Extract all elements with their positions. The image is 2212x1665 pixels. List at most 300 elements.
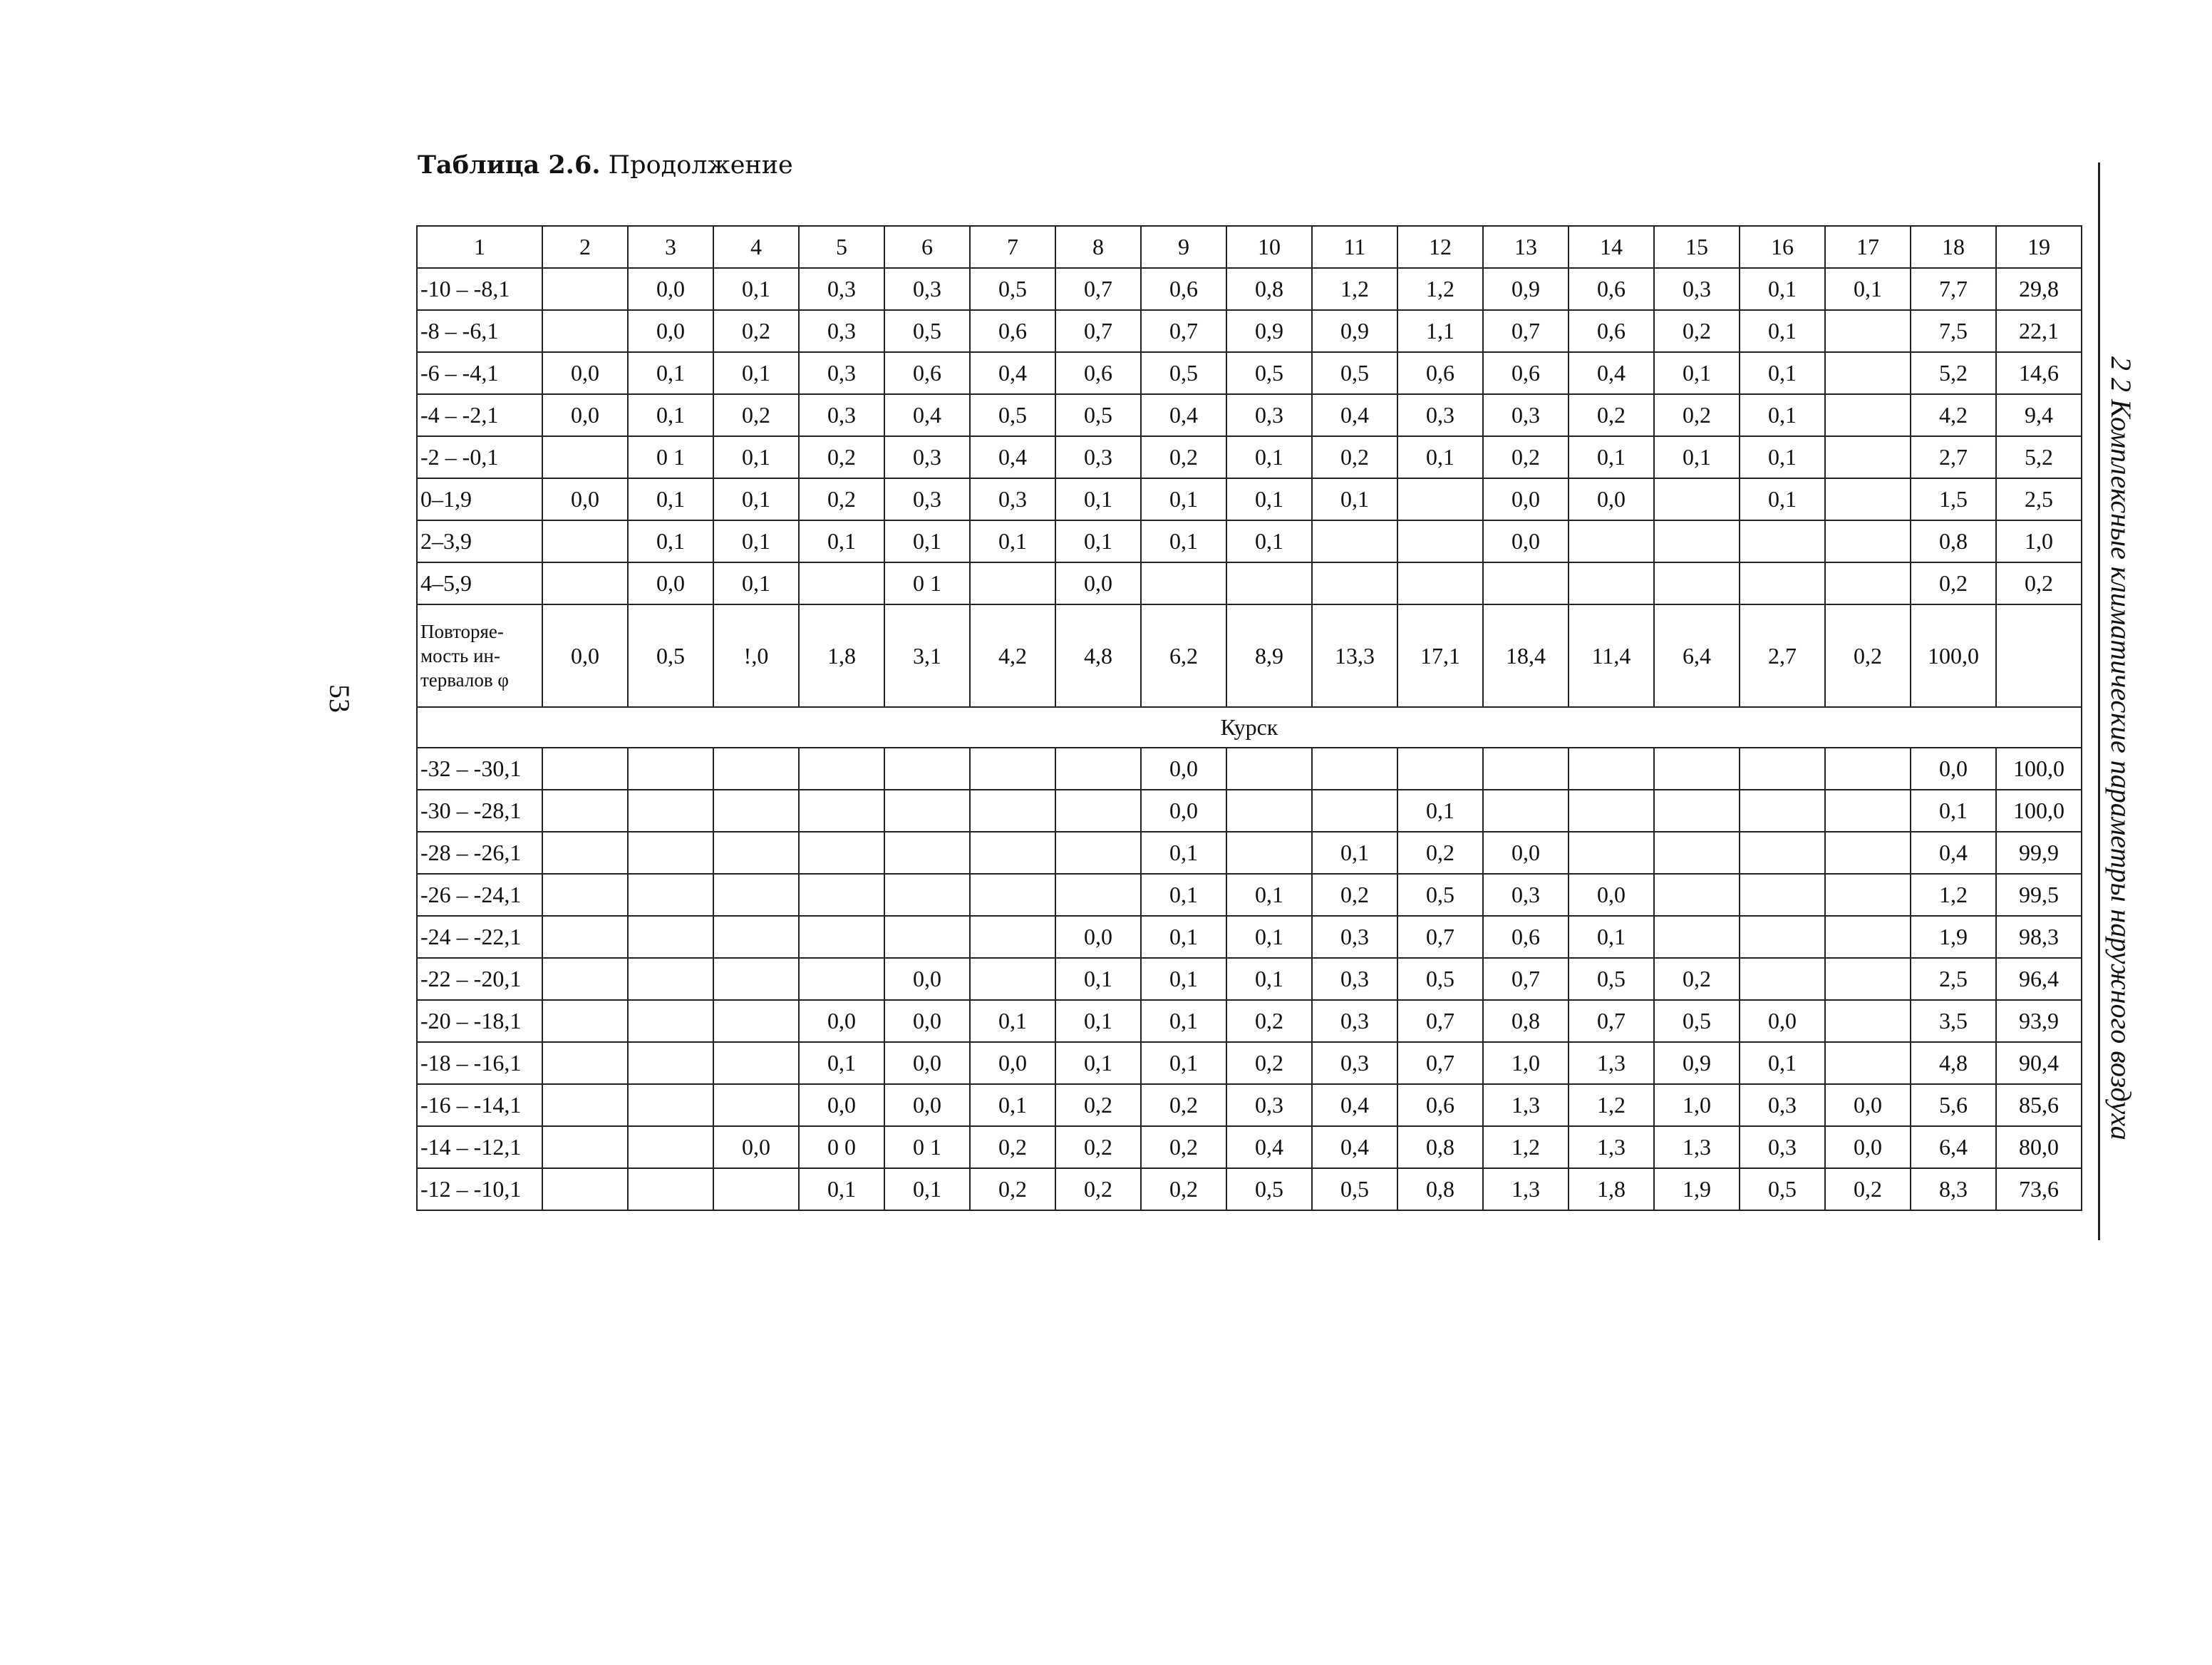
table-cell — [970, 958, 1055, 1000]
table-cell: 0,6 — [970, 310, 1055, 352]
table-cell: 1,8 — [799, 604, 884, 707]
table-cell — [1740, 520, 1825, 562]
table-cell: 0,1 — [884, 520, 970, 562]
table-cell: 0,0 — [799, 1000, 884, 1042]
table-cell: 96,4 — [1996, 958, 2082, 1000]
table-cell: 1,2 — [1568, 1084, 1654, 1126]
table-cell: 0,1 — [1055, 520, 1141, 562]
table-cell: 0,1 — [1055, 478, 1141, 520]
table-cell: 1,2 — [1312, 268, 1397, 310]
table-cell: 0,4 — [1568, 352, 1654, 394]
table-cell: 1,3 — [1568, 1126, 1654, 1168]
row-label-cell: -6 – -4,1 — [417, 352, 542, 394]
table-cell: 0,1 — [628, 478, 713, 520]
table-cell — [713, 1168, 799, 1210]
table-cell: 80,0 — [1996, 1126, 2082, 1168]
table-cell: 14 — [1568, 226, 1654, 268]
table-cell: 0,3 — [799, 352, 884, 394]
table-cell — [1996, 604, 2082, 707]
table-cell: 0,3 — [884, 478, 970, 520]
table-cell — [628, 1042, 713, 1084]
table-cell: 93,9 — [1996, 1000, 2082, 1042]
table-cell: 8,9 — [1226, 604, 1312, 707]
table-cell — [1397, 520, 1483, 562]
table-cell — [970, 562, 1055, 604]
caption-label: Таблица 2.6. — [418, 150, 601, 180]
table-cell — [542, 1042, 628, 1084]
table-cell: 0,1 — [884, 1168, 970, 1210]
table-cell: 73,6 — [1996, 1168, 2082, 1210]
table-cell — [884, 832, 970, 874]
table-cell: 0,1 — [1740, 268, 1825, 310]
table-cell: 0,1 — [713, 352, 799, 394]
table-cell — [1654, 790, 1740, 832]
table-cell: 99,9 — [1996, 832, 2082, 874]
table-cell: 0,2 — [713, 394, 799, 436]
table-cell: 0,1 — [713, 562, 799, 604]
row-label-cell: -24 – -22,1 — [417, 916, 542, 958]
table-cell — [542, 1000, 628, 1042]
table-cell: 0,1 — [1141, 1000, 1226, 1042]
page-number: 53 — [324, 684, 356, 713]
table-cell: 0,2 — [1825, 1168, 1911, 1210]
table-cell: 0,1 — [1226, 478, 1312, 520]
table-cell: 0,1 — [799, 1168, 884, 1210]
table-cell — [713, 874, 799, 916]
table-cell — [542, 562, 628, 604]
table-cell: 0,1 — [1055, 1000, 1141, 1042]
table-cell: 1,0 — [1996, 520, 2082, 562]
table-cell: 0,2 — [1055, 1084, 1141, 1126]
table-cell: 0,3 — [1740, 1084, 1825, 1126]
table-cell: 0,2 — [1654, 310, 1740, 352]
table-caption — [418, 150, 793, 180]
table-cell: 0,2 — [970, 1126, 1055, 1168]
table-cell: 0,2 — [1825, 604, 1911, 707]
table-cell — [542, 1168, 628, 1210]
table-cell: 0,7 — [1055, 310, 1141, 352]
row-label-cell: 2–3,9 — [417, 520, 542, 562]
table-cell: 0,1 — [1141, 958, 1226, 1000]
table-row — [417, 520, 2082, 562]
table-cell: 2,5 — [1996, 478, 2082, 520]
table-cell: 0,1 — [799, 1042, 884, 1084]
table-cell: 1,5 — [1911, 478, 1996, 520]
row-label-cell: -22 – -20,1 — [417, 958, 542, 1000]
table-cell: 0,0 — [1825, 1126, 1911, 1168]
table-cell: 8 — [1055, 226, 1141, 268]
table-cell — [1740, 832, 1825, 874]
table-cell: 0,1 — [1226, 520, 1312, 562]
table-cell: 1,2 — [1911, 874, 1996, 916]
table-row — [417, 748, 2082, 790]
table-cell — [1483, 790, 1568, 832]
table-cell — [542, 874, 628, 916]
table-row — [417, 832, 2082, 874]
table-cell: 0,1 — [1740, 478, 1825, 520]
table-row — [417, 1168, 2082, 1210]
table-cell: 0,5 — [1141, 352, 1226, 394]
table-cell — [1397, 478, 1483, 520]
table-cell: 1,9 — [1911, 916, 1996, 958]
table-cell: 0,8 — [1397, 1168, 1483, 1210]
table-cell — [542, 520, 628, 562]
table-cell — [1825, 790, 1911, 832]
table-cell: 90,4 — [1996, 1042, 2082, 1084]
row-label-cell: -20 – -18,1 — [417, 1000, 542, 1042]
table-cell: 0,7 — [1141, 310, 1226, 352]
table-cell: 0,2 — [1312, 436, 1397, 478]
table-cell — [1312, 790, 1397, 832]
table-cell — [542, 268, 628, 310]
table-cell: 0,8 — [1483, 1000, 1568, 1042]
table-cell: 4,2 — [1911, 394, 1996, 436]
table-cell: 11 — [1312, 226, 1397, 268]
table-cell — [1825, 958, 1911, 1000]
table-cell: 2,7 — [1740, 604, 1825, 707]
table-cell: 1,0 — [1654, 1084, 1740, 1126]
table-cell: 0,3 — [1312, 958, 1397, 1000]
table-cell: 0,0 — [1141, 748, 1226, 790]
table-cell: 0,0 — [884, 1042, 970, 1084]
table-cell: 0,0 — [713, 1126, 799, 1168]
table-cell — [884, 748, 970, 790]
table-cell: 0,1 — [1141, 520, 1226, 562]
table-cell: 0,3 — [1226, 1084, 1312, 1126]
table-row — [417, 478, 2082, 520]
table-row — [417, 268, 2082, 310]
table-cell: 22,1 — [1996, 310, 2082, 352]
row-label-cell: -28 – -26,1 — [417, 832, 542, 874]
table-cell — [713, 1084, 799, 1126]
table-cell: 7,7 — [1911, 268, 1996, 310]
row-label-cell: 1 — [417, 226, 542, 268]
row-label-cell: -2 – -0,1 — [417, 436, 542, 478]
table-cell: 0,6 — [1568, 268, 1654, 310]
table-cell: 1,3 — [1654, 1126, 1740, 1168]
table-cell: 0,5 — [1654, 1000, 1740, 1042]
table-cell: 0,1 — [1740, 310, 1825, 352]
table-cell: 0,0 — [884, 958, 970, 1000]
row-label-cell: -18 – -16,1 — [417, 1042, 542, 1084]
table-cell: 0,4 — [970, 352, 1055, 394]
table-cell — [713, 1000, 799, 1042]
table-cell: 4,8 — [1055, 604, 1141, 707]
table-cell — [1312, 748, 1397, 790]
table-cell: 8,3 — [1911, 1168, 1996, 1210]
table-cell: 0,1 — [1740, 436, 1825, 478]
table-cell: 0,5 — [1397, 958, 1483, 1000]
table-cell — [799, 748, 884, 790]
table-cell: 0,2 — [1141, 1126, 1226, 1168]
repeat-row — [417, 604, 2082, 707]
table-cell — [1654, 478, 1740, 520]
table-cell: 18,4 — [1483, 604, 1568, 707]
table-cell: 0,8 — [1226, 268, 1312, 310]
table-cell: 0,4 — [1312, 1084, 1397, 1126]
table-cell: 0,4 — [1911, 832, 1996, 874]
table-cell: 0,0 — [1911, 748, 1996, 790]
table-cell — [1654, 916, 1740, 958]
table-cell: 0,7 — [1483, 310, 1568, 352]
table-cell: 1,2 — [1397, 268, 1483, 310]
table-cell: 0,3 — [1397, 394, 1483, 436]
table-cell — [1825, 436, 1911, 478]
table-cell: 0,2 — [799, 436, 884, 478]
table-cell — [1825, 916, 1911, 958]
table-cell — [1654, 832, 1740, 874]
table-cell: 0,1 — [799, 520, 884, 562]
table-cell: 0,3 — [1483, 874, 1568, 916]
table-cell — [542, 790, 628, 832]
table-cell: 0,2 — [1226, 1000, 1312, 1042]
table-cell: 0,3 — [799, 268, 884, 310]
table-cell: 1,1 — [1397, 310, 1483, 352]
table-row — [417, 562, 2082, 604]
table-cell — [1825, 748, 1911, 790]
table-cell: 10 — [1226, 226, 1312, 268]
table-cell — [713, 790, 799, 832]
table-row — [417, 1042, 2082, 1084]
table-cell — [1825, 1000, 1911, 1042]
margin-rule — [2098, 163, 2100, 1240]
table-cell: 5,2 — [1996, 436, 2082, 478]
table-cell: 0,6 — [884, 352, 970, 394]
table-cell: 0,1 — [628, 520, 713, 562]
table-cell: 6,4 — [1911, 1126, 1996, 1168]
table-cell: 5 — [799, 226, 884, 268]
table-cell: 0,1 — [713, 478, 799, 520]
table-cell: 100,0 — [1911, 604, 1996, 707]
table-cell: 0,4 — [970, 436, 1055, 478]
table-cell: 0,1 — [628, 352, 713, 394]
table-row — [417, 958, 2082, 1000]
table-cell: 17,1 — [1397, 604, 1483, 707]
table-cell: 0,2 — [1397, 832, 1483, 874]
table-cell: 0,1 — [1226, 916, 1312, 958]
table-cell: 0,0 — [542, 352, 628, 394]
table-cell: 1,2 — [1483, 1126, 1568, 1168]
table-cell — [542, 1084, 628, 1126]
table-cell — [1226, 790, 1312, 832]
row-label-cell: -26 – -24,1 — [417, 874, 542, 916]
table-cell: 0,1 — [970, 520, 1055, 562]
table-cell: 100,0 — [1996, 748, 2082, 790]
table-cell: 0,1 — [1226, 436, 1312, 478]
table-cell: 0,0 — [542, 604, 628, 707]
table-cell: 2,7 — [1911, 436, 1996, 478]
table-cell: 0,1 — [1397, 436, 1483, 478]
table-cell: 0,3 — [1483, 394, 1568, 436]
row-label-cell: -10 – -8,1 — [417, 268, 542, 310]
table-cell — [1568, 790, 1654, 832]
table-cell: 0,5 — [1312, 1168, 1397, 1210]
table-cell: 0,8 — [1397, 1126, 1483, 1168]
table-cell — [1740, 916, 1825, 958]
table-cell: 0,1 — [1825, 268, 1911, 310]
table-cell — [1226, 748, 1312, 790]
row-label-cell: 0–1,9 — [417, 478, 542, 520]
table-cell: 0,1 — [1654, 436, 1740, 478]
table-cell: 0,1 — [1141, 916, 1226, 958]
table-cell — [542, 958, 628, 1000]
table-cell: 0,7 — [1397, 916, 1483, 958]
table-cell: 0,5 — [628, 604, 713, 707]
table-cell: 0,1 — [1141, 874, 1226, 916]
table-cell: 0,1 — [970, 1084, 1055, 1126]
table-cell: 16 — [1740, 226, 1825, 268]
table-cell: 0,3 — [799, 394, 884, 436]
table-cell: 0,4 — [1312, 394, 1397, 436]
table-cell: 0,9 — [1312, 310, 1397, 352]
table-cell: 0,1 — [713, 520, 799, 562]
table-cell — [1568, 562, 1654, 604]
table-cell — [799, 832, 884, 874]
table-cell: 3,1 — [884, 604, 970, 707]
row-label-cell: -16 – -14,1 — [417, 1084, 542, 1126]
table-cell: 85,6 — [1996, 1084, 2082, 1126]
table-cell — [799, 790, 884, 832]
table-cell — [970, 916, 1055, 958]
table-cell: 18 — [1911, 226, 1996, 268]
table-cell — [799, 916, 884, 958]
table-cell — [628, 1168, 713, 1210]
table-cell: 0,0 — [542, 394, 628, 436]
table-cell: 7 — [970, 226, 1055, 268]
table-cell — [628, 1084, 713, 1126]
table-cell: 0,0 — [1483, 520, 1568, 562]
table-cell — [1568, 520, 1654, 562]
table-cell — [1055, 790, 1141, 832]
table-cell: 0,2 — [713, 310, 799, 352]
table-cell: 0,4 — [1312, 1126, 1397, 1168]
table-cell: 13 — [1483, 226, 1568, 268]
table-cell — [1483, 562, 1568, 604]
table-cell — [884, 874, 970, 916]
table-cell: 0,0 — [970, 1042, 1055, 1084]
table-cell: 0,2 — [1483, 436, 1568, 478]
table-cell — [884, 916, 970, 958]
table-cell: 0,2 — [970, 1168, 1055, 1210]
table-row — [417, 1126, 2082, 1168]
table-cell — [713, 958, 799, 1000]
table-cell — [542, 748, 628, 790]
table-cell — [1825, 832, 1911, 874]
table-cell: 1,3 — [1483, 1168, 1568, 1210]
table-cell — [1312, 562, 1397, 604]
table-cell: 0,9 — [1654, 1042, 1740, 1084]
table-cell: 9,4 — [1996, 394, 2082, 436]
table-cell: 0,5 — [970, 268, 1055, 310]
table-cell: 1,8 — [1568, 1168, 1654, 1210]
table-cell — [628, 958, 713, 1000]
table-cell: 0,0 — [799, 1084, 884, 1126]
table-cell: 0,7 — [1483, 958, 1568, 1000]
table-cell — [713, 832, 799, 874]
row-label-cell: -30 – -28,1 — [417, 790, 542, 832]
table-cell — [1740, 748, 1825, 790]
table-cell: 0,7 — [1397, 1000, 1483, 1042]
table-cell: 0,2 — [1654, 394, 1740, 436]
table-cell — [1740, 790, 1825, 832]
table-cell: !,0 — [713, 604, 799, 707]
table-cell: 0,1 — [713, 268, 799, 310]
caption-continuation: Продолжение — [600, 151, 793, 180]
table-cell: 6 — [884, 226, 970, 268]
table-cell: 13,3 — [1312, 604, 1397, 707]
table-cell: 0,0 — [628, 310, 713, 352]
table-cell — [1654, 562, 1740, 604]
table-cell: 0,2 — [1568, 394, 1654, 436]
row-label-cell: -12 – -10,1 — [417, 1168, 542, 1210]
table-cell: 0,2 — [1312, 874, 1397, 916]
table-cell: 1,9 — [1654, 1168, 1740, 1210]
table-row — [417, 394, 2082, 436]
table-cell: 6,2 — [1141, 604, 1226, 707]
table-cell: 0,6 — [1397, 1084, 1483, 1126]
table-cell: 0,2 — [1141, 1168, 1226, 1210]
table-cell: 0,0 — [1483, 832, 1568, 874]
table-cell — [1568, 748, 1654, 790]
table-cell: 0,1 — [1654, 352, 1740, 394]
table-cell — [1568, 832, 1654, 874]
table-cell — [628, 916, 713, 958]
table-cell: 0,2 — [1055, 1168, 1141, 1210]
table-cell: 0,3 — [1226, 394, 1312, 436]
table-cell: 1,3 — [1483, 1084, 1568, 1126]
table-cell: 19 — [1996, 226, 2082, 268]
table-cell — [1825, 352, 1911, 394]
row-label-cell: 4–5,9 — [417, 562, 542, 604]
table-cell: 0,1 — [970, 1000, 1055, 1042]
table-cell: 0,0 — [1141, 790, 1226, 832]
table-cell: 0,3 — [1740, 1126, 1825, 1168]
row-label-cell: -14 – -12,1 — [417, 1126, 542, 1168]
table-cell: 0 1 — [884, 1126, 970, 1168]
table-cell: 2,5 — [1911, 958, 1996, 1000]
table-cell: 0,4 — [1226, 1126, 1312, 1168]
table-cell: 0,7 — [1397, 1042, 1483, 1084]
table-cell — [1740, 958, 1825, 1000]
table-cell: 0,1 — [1740, 394, 1825, 436]
table-cell: 0,1 — [1568, 436, 1654, 478]
table-cell: 15 — [1654, 226, 1740, 268]
table-cell — [542, 916, 628, 958]
table-cell: 0,3 — [1312, 916, 1397, 958]
table-cell: 0,6 — [1141, 268, 1226, 310]
table-cell: 0,1 — [1397, 790, 1483, 832]
table-cell: 0,3 — [1055, 436, 1141, 478]
row-label-cell: -32 – -30,1 — [417, 748, 542, 790]
table-cell: 0,6 — [1483, 352, 1568, 394]
table-cell: 0,3 — [884, 436, 970, 478]
table-cell: 0,6 — [1568, 310, 1654, 352]
table-cell: 0,1 — [1312, 832, 1397, 874]
table-cell: 5,2 — [1911, 352, 1996, 394]
table-cell — [1055, 832, 1141, 874]
table-cell: 0 1 — [628, 436, 713, 478]
table-cell: 0,5 — [1226, 352, 1312, 394]
table-cell — [628, 1126, 713, 1168]
table-cell: 0,5 — [1568, 958, 1654, 1000]
table-cell: 0,6 — [1483, 916, 1568, 958]
table-cell: 0,1 — [1911, 790, 1996, 832]
table-cell: 0,0 — [1055, 916, 1141, 958]
table-cell: 3,5 — [1911, 1000, 1996, 1042]
table-row — [417, 1000, 2082, 1042]
table-cell — [1397, 748, 1483, 790]
table-cell — [628, 1000, 713, 1042]
